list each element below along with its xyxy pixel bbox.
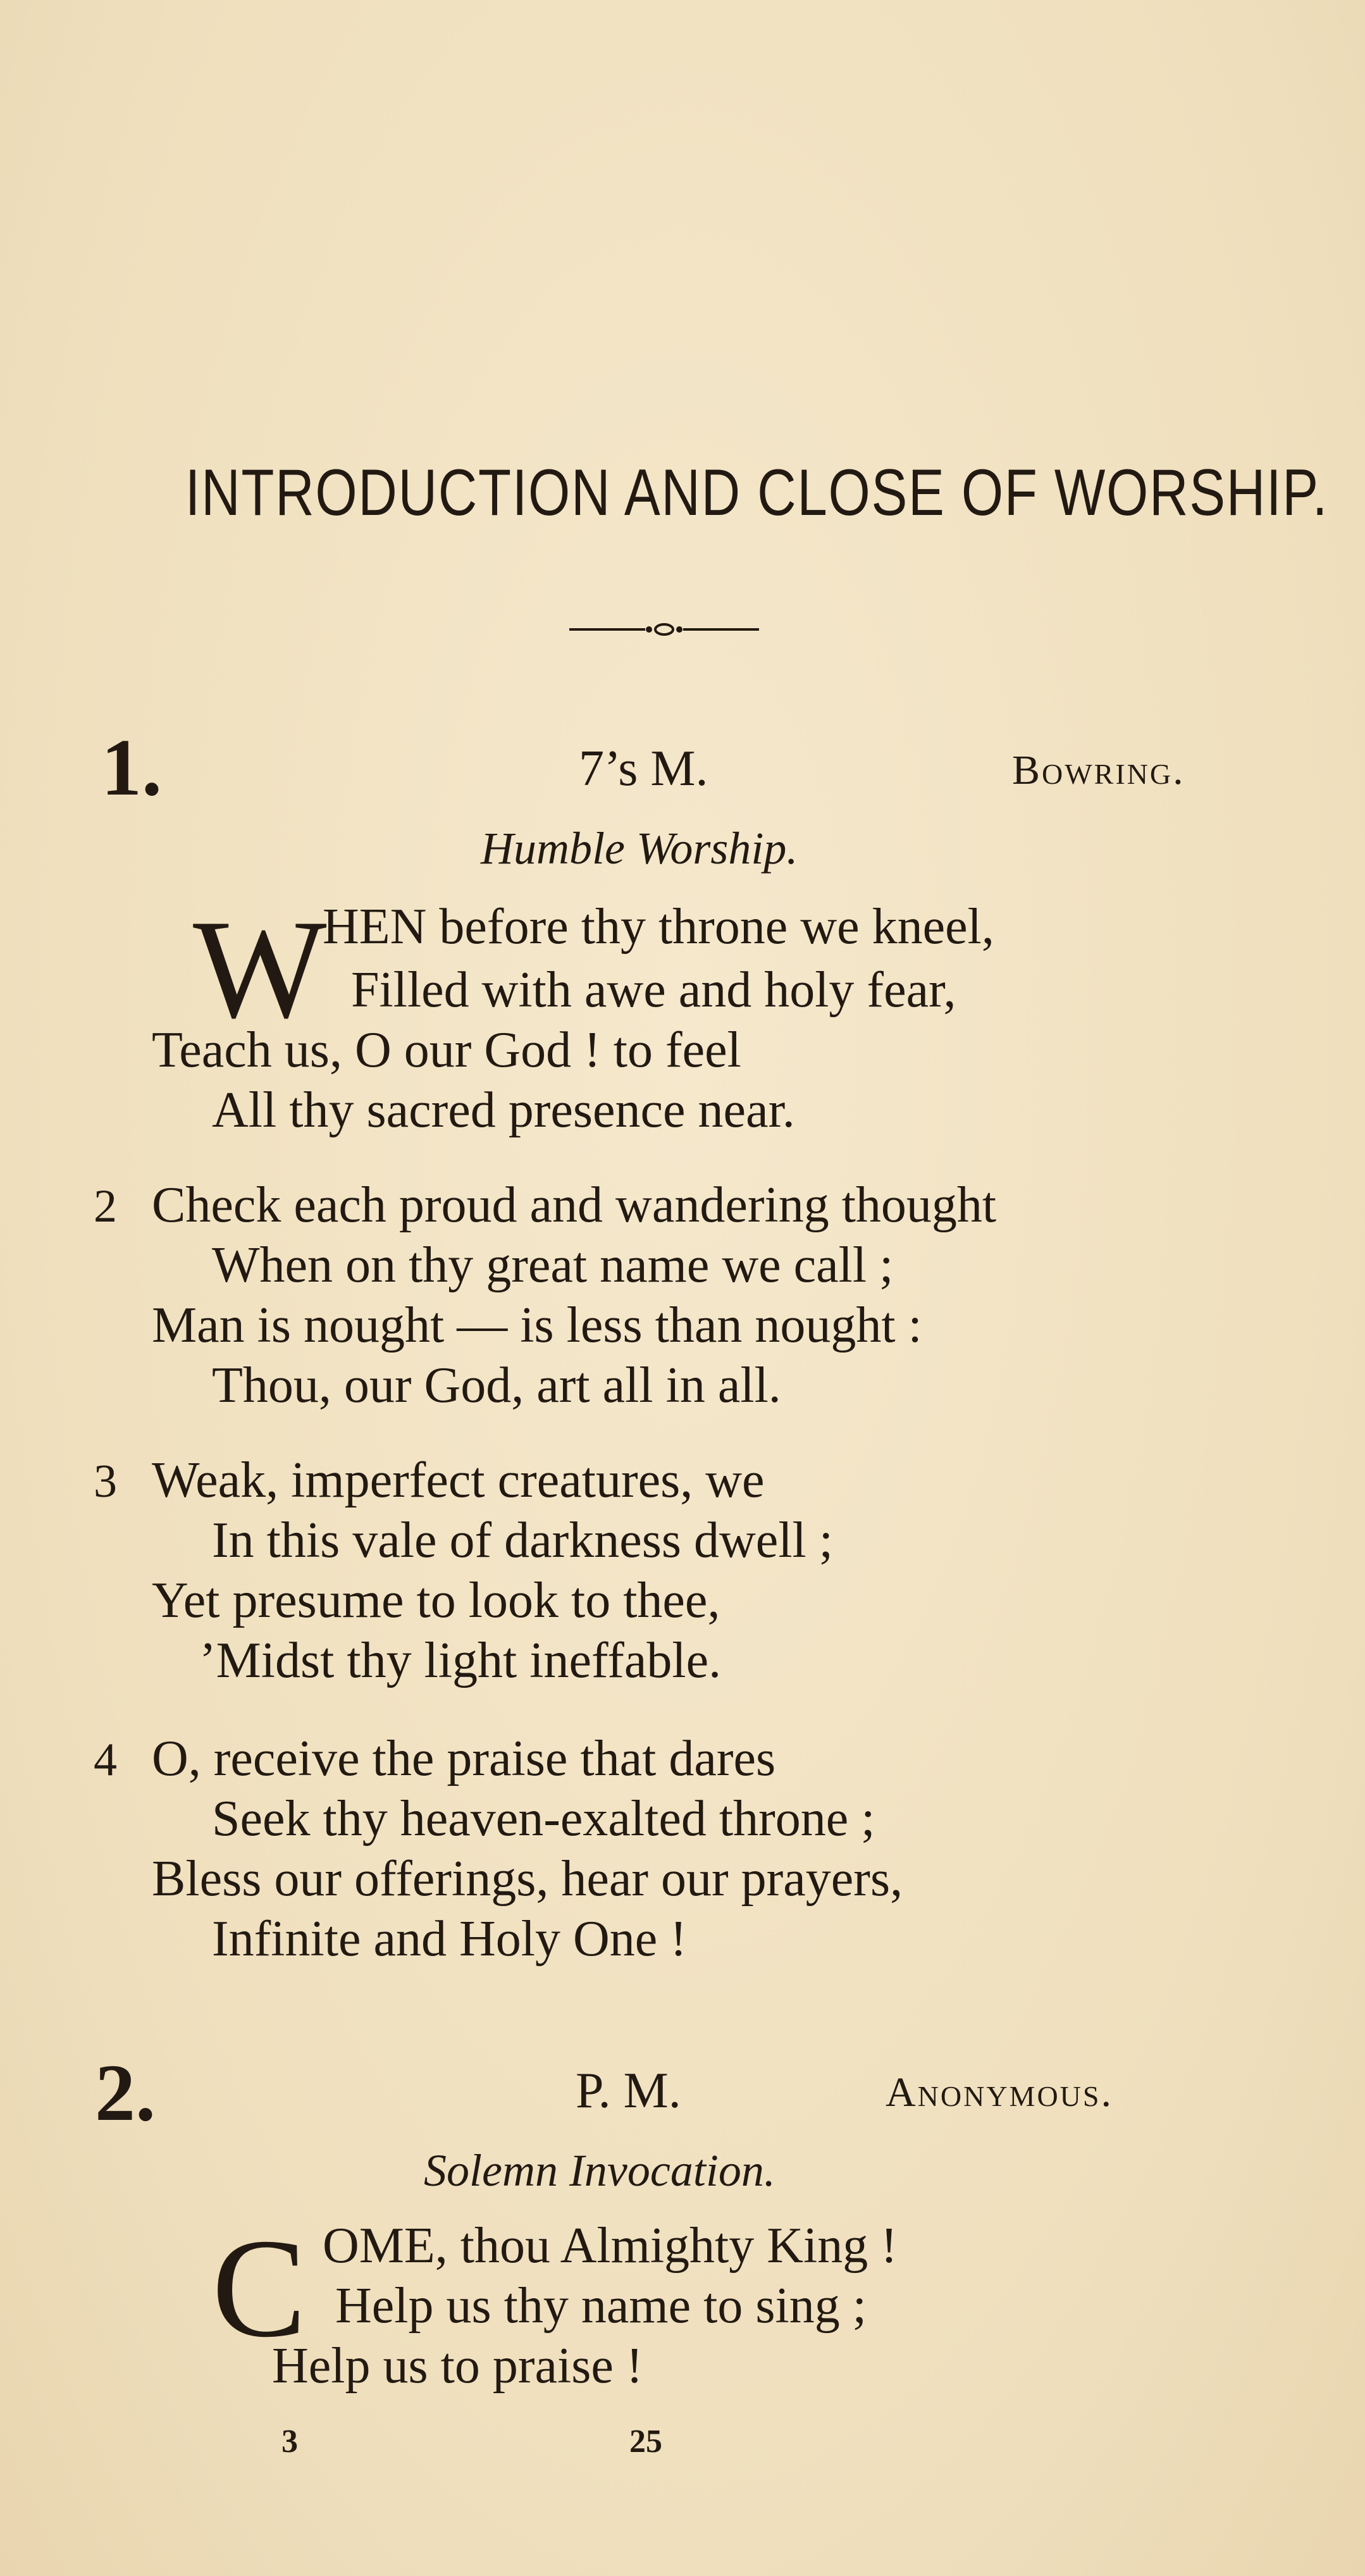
hymn-meter: P. M.: [576, 2063, 681, 2119]
verse-line: Man is nought — is less than nought :: [152, 1297, 922, 1353]
hymn-meter: 7’s M.: [579, 741, 708, 796]
verse-line: HEN before thy throne we kneel,: [323, 899, 994, 955]
section-title: INTRODUCTION AND CLOSE OF WORSHIP.: [185, 456, 1329, 529]
drop-cap: W: [193, 891, 327, 1048]
verse-line: Yet presume to look to thee,: [152, 1573, 720, 1628]
ornament-rule: [569, 623, 759, 636]
hymn-number: 1.: [101, 722, 162, 812]
stanza-number: 4: [94, 1734, 117, 1786]
verse-line: O, receive the praise that dares: [152, 1731, 776, 1786]
verse-line: In this vale of darkness dwell ;: [212, 1513, 833, 1568]
verse-line: Bless our offerings, hear our prayers,: [152, 1851, 903, 1907]
verse-line: Seek thy heaven-exalted throne ;: [212, 1791, 875, 1847]
stanza-number: 3: [94, 1456, 117, 1508]
verse-line: Help us to praise !: [272, 2338, 643, 2394]
hymn-author: Bowring.: [1012, 747, 1185, 793]
verse-line: All thy sacred presence near.: [212, 1082, 795, 1138]
verse-line: Help us thy name to sing ;: [335, 2278, 867, 2334]
verse-line: Infinite and Holy One !: [212, 1911, 687, 1967]
hymn-subtitle: Humble Worship.: [481, 823, 798, 874]
signature-mark: 3: [281, 2424, 298, 2460]
drop-cap: C: [212, 2210, 307, 2367]
verse-line: Filled with awe and holy fear,: [351, 962, 956, 1018]
verse-line: Teach us, O our God ! to feel: [152, 1022, 741, 1078]
page-number: 25: [629, 2424, 662, 2460]
verse-line: Thou, our God, art all in all.: [212, 1358, 781, 1413]
verse-line: ’Midst thy light ineffable.: [199, 1633, 722, 1688]
hymn-subtitle: Solemn Invocation.: [424, 2145, 775, 2196]
verse-line: Weak, imperfect creatures, we: [152, 1452, 765, 1508]
verse-line: When on thy great name we call ;: [212, 1237, 894, 1293]
verse-line: OME, thou Almighty King !: [323, 2218, 898, 2274]
verse-line: Check each proud and wandering thought: [152, 1177, 997, 1233]
hymn-author: Anonymous.: [886, 2069, 1113, 2115]
hymn-number: 2.: [95, 2048, 156, 2138]
stanza-number: 2: [94, 1180, 117, 1232]
